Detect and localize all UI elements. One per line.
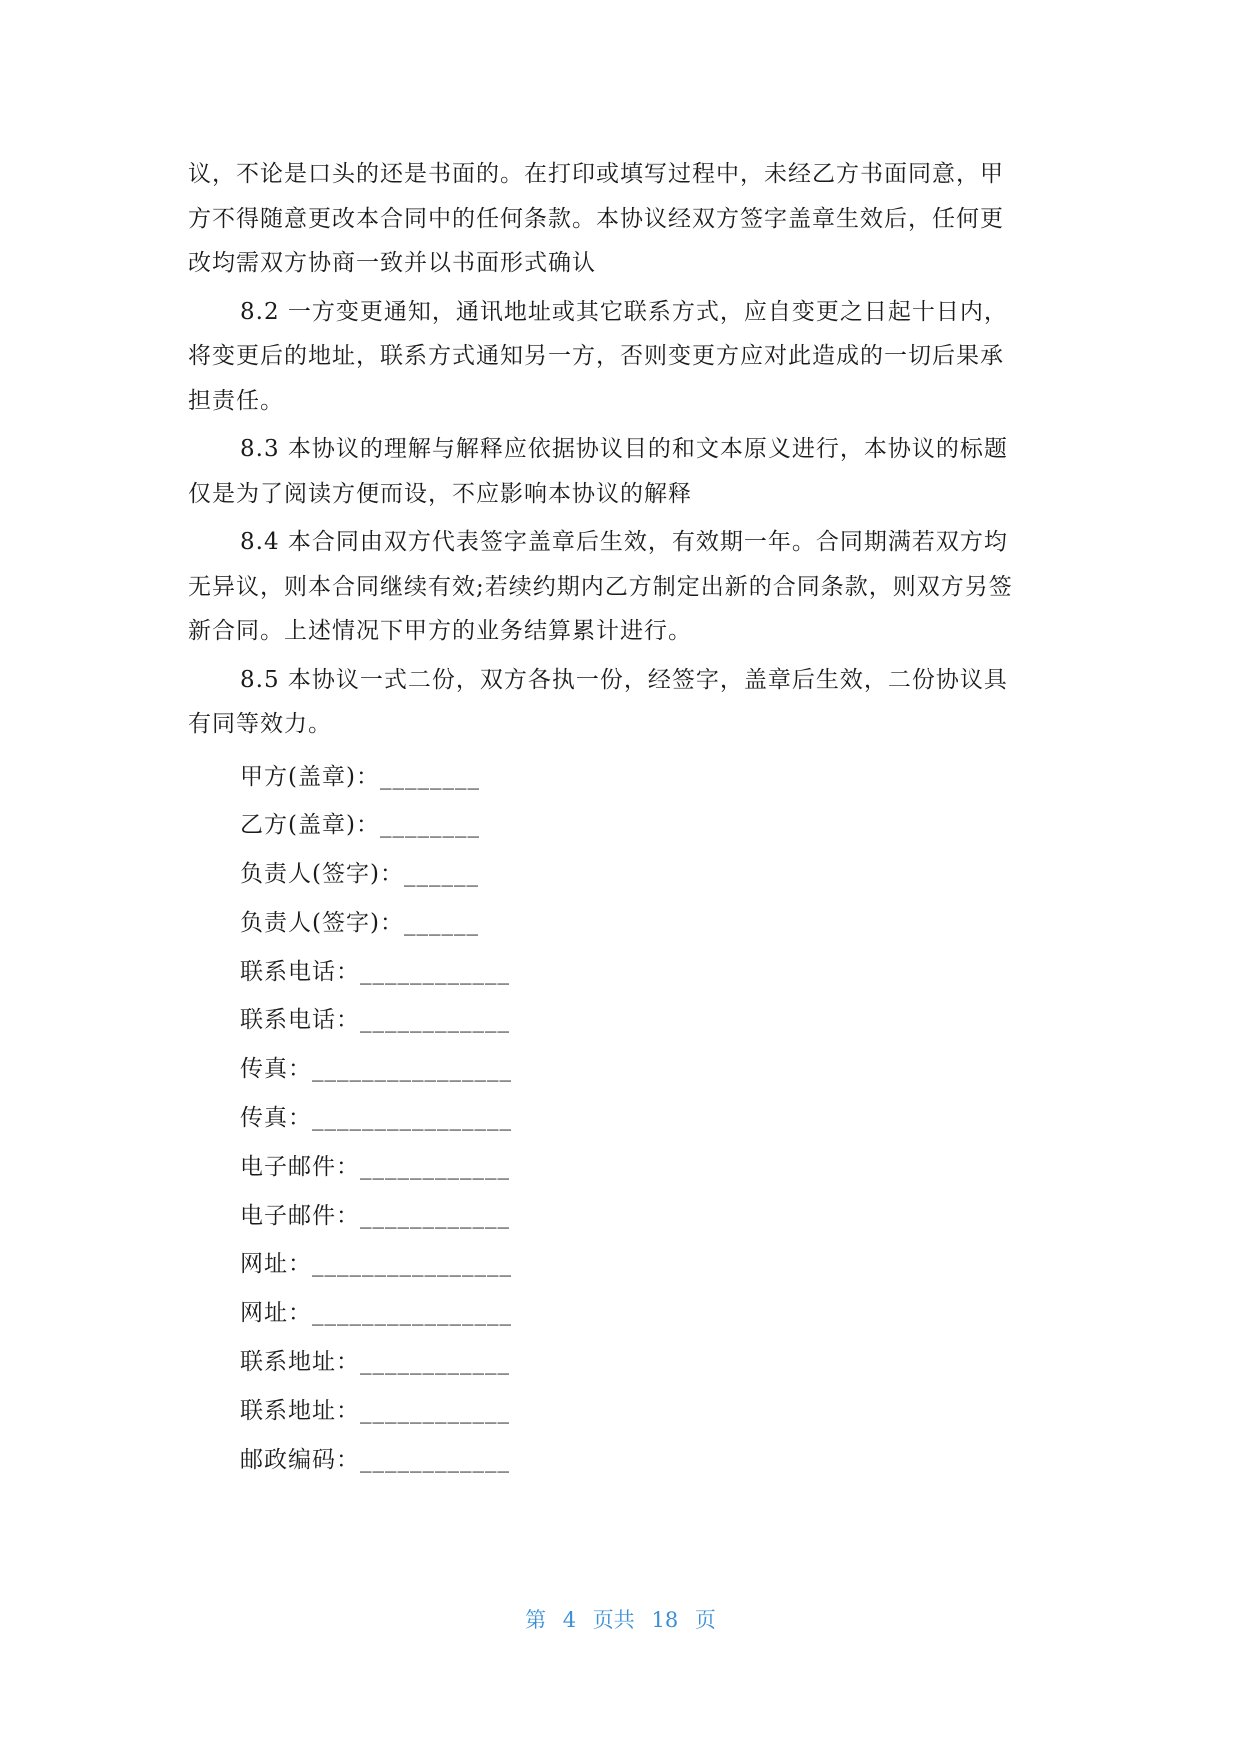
- text-line: 无异议，则本合同继续有效;若续约期内乙方制定出新的合同条款，则双方另签: [188, 573, 1013, 600]
- party-b-address-field: 联系地址：____________: [240, 1397, 510, 1424]
- paragraph-8-4: [188, 520, 1058, 654]
- paragraph-8-5: [188, 658, 1058, 747]
- document-page: [188, 152, 1058, 1484]
- party-a-phone-field: 联系电话：____________: [240, 958, 510, 985]
- signature-fields: [188, 753, 1058, 1485]
- paragraph-8-3: [188, 427, 1058, 516]
- party-b-email-field: 电子邮件：____________: [240, 1202, 510, 1229]
- party-b-seal-field: 乙方(盖章)：________: [240, 812, 480, 839]
- text-line: 8.4 本合同由双方代表签字盖章后生效，有效期一年。合同期满若双方均: [240, 529, 1008, 555]
- text-line: 担责任。: [188, 387, 284, 414]
- page-number-footer: 第 4 页共 18 页: [525, 1608, 716, 1632]
- party-b-signatory-field: 负责人(签字)：______: [240, 909, 479, 936]
- text-line: 8.2 一方变更通知，通讯地址或其它联系方式，应自变更之日起十日内，: [240, 298, 1008, 325]
- party-b-phone-field: 联系电话：____________: [240, 1007, 510, 1034]
- text-line: 将变更后的地址，联系方式通知另一方，否则变更方应对此造成的一切后果承: [188, 343, 1004, 369]
- text-line: 8.5 本协议一式二份，双方各执一份，经签字，盖章后生效，二份协议具: [240, 666, 1008, 693]
- postal-code-field: 邮政编码：____________: [240, 1446, 510, 1473]
- text-line: 议，不论是口头的还是书面的。在打印或填写过程中，未经乙方书面同意，甲: [188, 161, 1004, 187]
- text-line: 改均需双方协商一致并以书面形式确认: [188, 250, 596, 276]
- text-line: 新合同。上述情况下甲方的业务结算累计进行。: [188, 618, 692, 644]
- party-a-fax-field: 传真：________________: [240, 1056, 512, 1083]
- party-a-address-field: 联系地址：____________: [240, 1349, 510, 1376]
- party-b-fax-field: 传真：________________: [240, 1105, 512, 1132]
- party-a-signatory-field: 负责人(签字)：______: [240, 861, 479, 888]
- party-a-seal-field: 甲方(盖章)：________: [240, 763, 480, 790]
- paragraph-8-1-continued: [188, 152, 1058, 286]
- text-line: 有同等效力。: [188, 711, 332, 737]
- party-b-website-field: 网址：________________: [240, 1300, 512, 1327]
- party-a-email-field: 电子邮件：____________: [240, 1153, 510, 1180]
- text-line: 仅是为了阅读方便而设，不应影响本协议的解释: [188, 480, 692, 507]
- text-line: 8.3 本协议的理解与解释应依据协议目的和文本原义进行，本协议的标题: [240, 436, 1008, 462]
- text-line: 方不得随意更改本合同中的任何条款。本协议经双方签字盖章生效后，任何更: [188, 205, 1004, 232]
- party-a-website-field: 网址：________________: [240, 1251, 512, 1278]
- paragraph-8-2: [188, 290, 1058, 424]
